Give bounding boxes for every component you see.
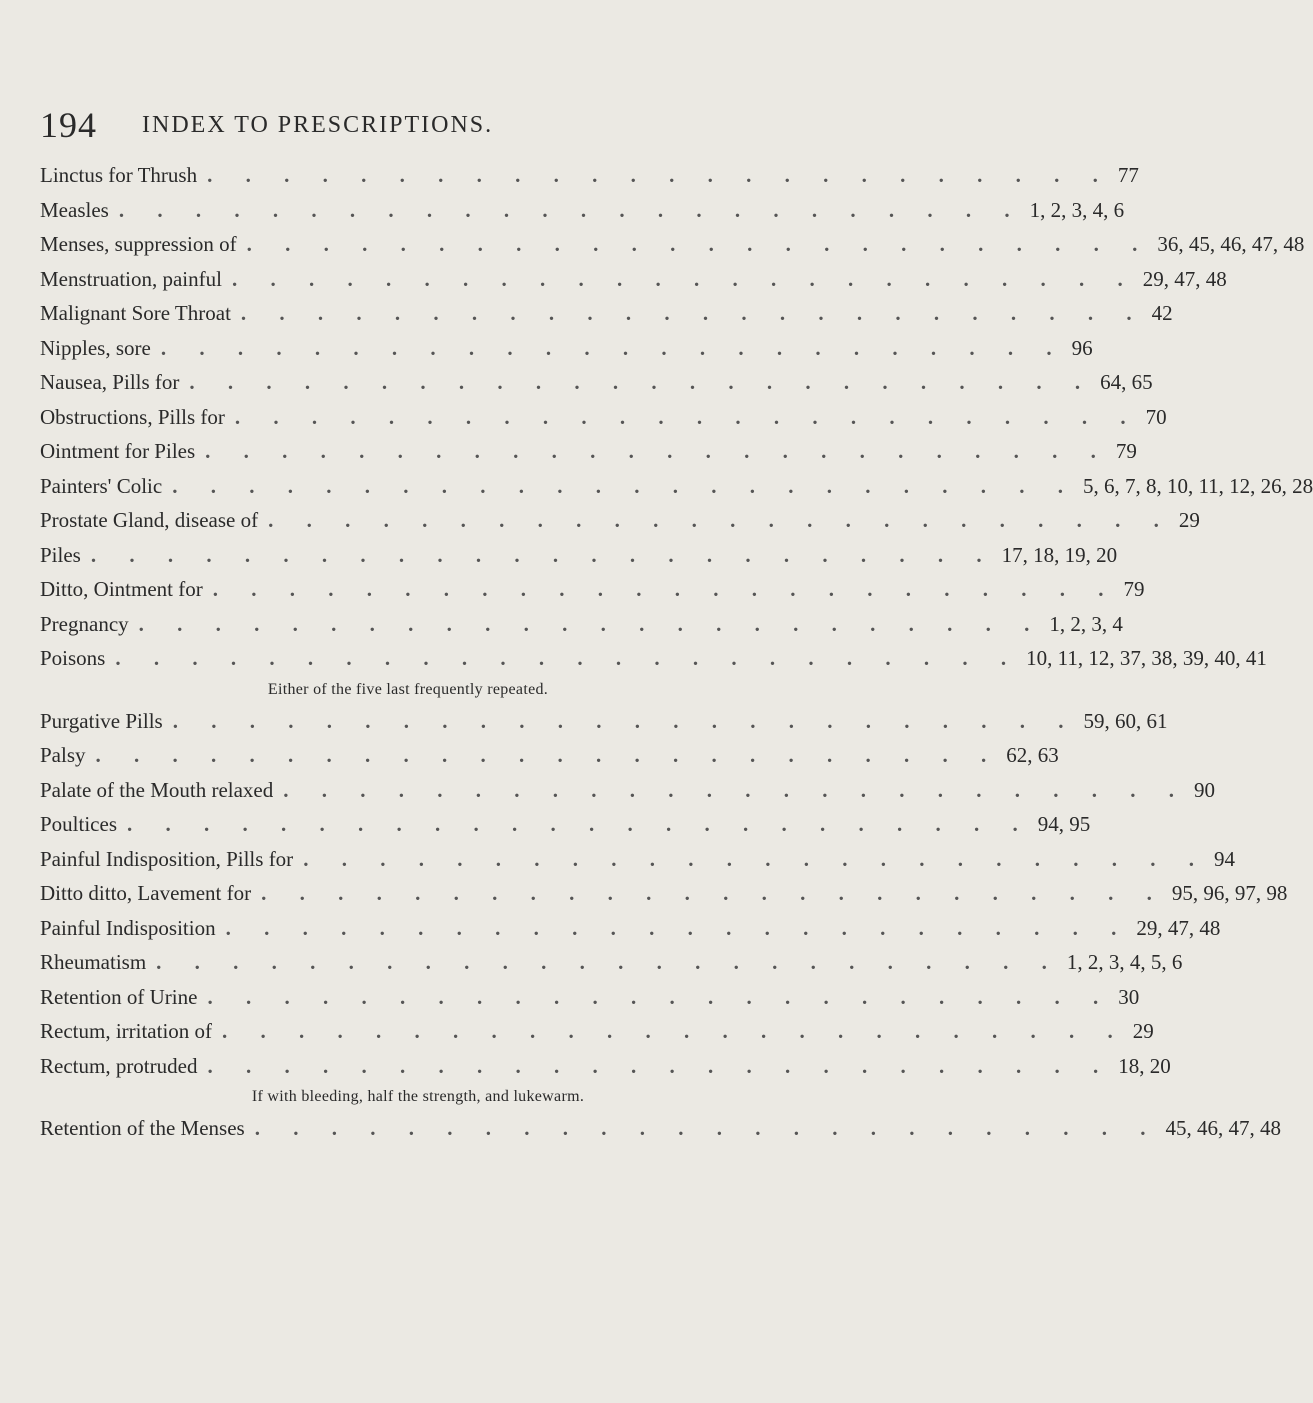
dot-leader: . . . . . . . . . . . . . . . . . . . . . . . . (225, 915, 1131, 940)
entry-term: Painters' Colic (40, 473, 163, 498)
entry-pages: 62, 63 (1006, 743, 1059, 767)
entry-term: Retention of the Menses (40, 1116, 245, 1140)
dot-leader: . . . . . . . . . . . . . . . . . . . . . . . . (118, 197, 1024, 222)
index-entry (40, 193, 1125, 228)
dot-leader: . . . . . . . . . . . . . . . . . . . . . . . . (254, 1116, 1160, 1140)
dot-leader: . . . . . . . . . . . . . . . . . . . . . . . . (207, 163, 1112, 187)
index-entry (40, 807, 1091, 842)
entry-term: Poultices (40, 812, 117, 836)
entry-pages: 59, 60, 61 (1083, 708, 1168, 733)
dot-leader: . . . . . . . . . . . . . . . . . . . . . . . . (303, 846, 1208, 871)
entry-term: Obstructions, Pills for (40, 404, 225, 429)
entry-pages: 5, 6, 7, 8, 10, 11, 12, 26, 28 (1082, 473, 1313, 498)
entry-term: Ditto ditto, Lavement for (40, 881, 252, 905)
index-group-1 (40, 158, 1313, 676)
index-group-3 (40, 1111, 1281, 1146)
entry-term: Painful Indisposition, Pills for (40, 846, 294, 871)
dot-leader: . . . . . . . . . . . . . . . . . . . . . . . . (115, 646, 1021, 670)
index-entry (40, 262, 1227, 297)
index-entry (40, 911, 1221, 946)
index-entry (40, 365, 1153, 400)
entry-term: Menstruation, painful (40, 266, 222, 291)
dot-leader: . . . . . . . . . . . . . . . . . . . . . . . . (189, 370, 1095, 394)
index-entry (40, 1111, 1281, 1146)
index-entry (40, 641, 1267, 676)
entry-term: Pregnancy (40, 611, 129, 636)
index-entry (40, 738, 1059, 773)
index-entry (40, 704, 1168, 739)
index-entry (40, 434, 1137, 469)
page-number: 194 (40, 105, 97, 145)
index-entry (40, 842, 1235, 877)
entry-term: Nausea, Pills for (40, 370, 180, 394)
entry-pages: 18, 20 (1118, 1053, 1171, 1078)
entry-pages: 1, 2, 3, 4, 5, 6 (1066, 950, 1183, 974)
entry-term: Palsy (40, 743, 86, 767)
dot-leader: . . . . . . . . . . . . . . . . . . . . . . . . (95, 743, 1001, 767)
entry-term: Malignant Sore Throat (40, 301, 231, 325)
entry-pages: 70 (1145, 404, 1167, 429)
dot-leader: . . . . . . . . . . . . . . . . . . . . . . . . (240, 301, 1146, 325)
dot-leader: . . . . . . . . . . . . . . . . . . . . . . . . (234, 404, 1140, 429)
index-entry (40, 773, 1216, 808)
dot-leader: . . . . . . . . . . . . . . . . . . . . . . . . (268, 508, 1173, 532)
dot-leader: . . . . . . . . . . . . . . . . . . . . . . . . (212, 577, 1118, 601)
entry-term: Palate of the Mouth relaxed (40, 777, 274, 802)
entry-pages: 1, 2, 3, 4 (1049, 611, 1123, 636)
index-entry (40, 1049, 1171, 1084)
index-entry (40, 1014, 1154, 1049)
entry-pages: 1, 2, 3, 4, 6 (1029, 197, 1125, 222)
entry-pages: 10, 11, 12, 37, 38, 39, 40, 41 (1026, 646, 1267, 670)
entry-pages: 79 (1123, 577, 1145, 601)
entry-pages: 29, 47, 48 (1142, 266, 1227, 291)
index-entry (40, 227, 1305, 262)
entry-pages: 94, 95 (1037, 812, 1091, 836)
dot-leader: . . . . . . . . . . . . . . . . . . . . . . . . (283, 777, 1189, 802)
index-entry (40, 469, 1313, 504)
entry-pages: 64, 65 (1100, 370, 1153, 394)
running-head: INDEX TO PRESCRIPTIONS. (142, 112, 494, 138)
index-entry (40, 158, 1139, 193)
dot-leader: . . . . . . . . . . . . . . . . . . . . . . . . (246, 232, 1152, 256)
index-entry (40, 538, 1118, 573)
entry-pages: 45, 46, 47, 48 (1165, 1116, 1281, 1140)
entry-term: Ointment for Piles (40, 439, 196, 463)
entry-pages: 95, 96, 97, 98 (1171, 881, 1288, 905)
index-group-2 (40, 704, 1288, 1084)
entry-pages: 42 (1151, 301, 1173, 325)
page-header (40, 104, 740, 144)
index-entry (40, 503, 1200, 538)
entry-pages: 79 (1115, 439, 1137, 463)
dot-leader: . . . . . . . . . . . . . . . . . . . . . . . . (205, 439, 1110, 463)
index-entry (40, 572, 1145, 607)
dot-leader: . . . . . . . . . . . . . . . . . . . . . . . . (156, 950, 1061, 974)
dot-leader: . . . . . . . . . . . . . . . . . . . . . . . . (222, 1019, 1127, 1043)
index-entry (40, 400, 1167, 435)
entry-term: Purgative Pills (40, 708, 163, 733)
entry-pages: 30 (1118, 984, 1140, 1009)
entry-term: Measles (40, 197, 109, 222)
entry-pages: 29 (1132, 1019, 1154, 1043)
index-entry (40, 607, 1123, 642)
entry-pages: 29, 47, 48 (1136, 915, 1221, 940)
entry-term: Piles (40, 542, 81, 567)
dot-leader: . . . . . . . . . . . . . . . . . . . . . . . . (127, 812, 1032, 836)
index-entries (40, 158, 1313, 1146)
entry-term: Rheumatism (40, 950, 147, 974)
entry-term: Prostate Gland, disease of (40, 508, 259, 532)
entry-term: Rectum, protruded (40, 1053, 198, 1078)
index-entry (40, 945, 1183, 980)
entry-pages: 17, 18, 19, 20 (1001, 542, 1118, 567)
dot-leader: . . . . . . . . . . . . . . . . . . . . . . . . (231, 266, 1137, 291)
entry-term: Nipples, sore (40, 335, 151, 360)
index-entry (40, 331, 1093, 366)
entry-term: Ditto, Ointment for (40, 577, 203, 601)
entry-term: Rectum, irritation of (40, 1019, 213, 1043)
dot-leader: . . . . . . . . . . . . . . . . . . . . . . . . (90, 542, 996, 567)
footnote-repeated: Either of the five last frequently repeated. (267, 680, 549, 698)
dot-leader: . . . . . . . . . . . . . . . . . . . . . . . . (261, 881, 1166, 905)
entry-pages: 94 (1213, 846, 1235, 871)
entry-term: Painful Indisposition (40, 915, 216, 940)
entry-term: Retention of Urine (40, 984, 198, 1009)
index-entry (40, 876, 1288, 911)
dot-leader: . . . . . . . . . . . . . . . . . . . . . . . . (172, 708, 1078, 733)
dot-leader: . . . . . . . . . . . . . . . . . . . . . . . . (160, 335, 1066, 360)
dot-leader: . . . . . . . . . . . . . . . . . . . . . . . . (207, 984, 1113, 1009)
entry-pages: 90 (1194, 777, 1216, 802)
index-entry (40, 980, 1140, 1015)
entry-pages: 29 (1178, 508, 1200, 532)
entry-pages: 96 (1071, 335, 1093, 360)
entry-term: Poisons (40, 646, 106, 670)
entry-pages: 36, 45, 46, 47, 48 (1157, 232, 1305, 256)
footnote-bleeding: If with bleeding, half the strength, and lukewarm. (251, 1088, 585, 1105)
index-entry (40, 296, 1173, 331)
entry-term: Linctus for Thrush (40, 163, 198, 187)
entry-pages: 77 (1117, 163, 1139, 187)
dot-leader: . . . . . . . . . . . . . . . . . . . . . . . . (207, 1053, 1113, 1078)
entry-term: Menses, suppression of (40, 232, 237, 256)
dot-leader: . . . . . . . . . . . . . . . . . . . . . . . . (138, 611, 1044, 636)
dot-leader: . . . . . . . . . . . . . . . . . . . . . . . . (172, 473, 1077, 498)
